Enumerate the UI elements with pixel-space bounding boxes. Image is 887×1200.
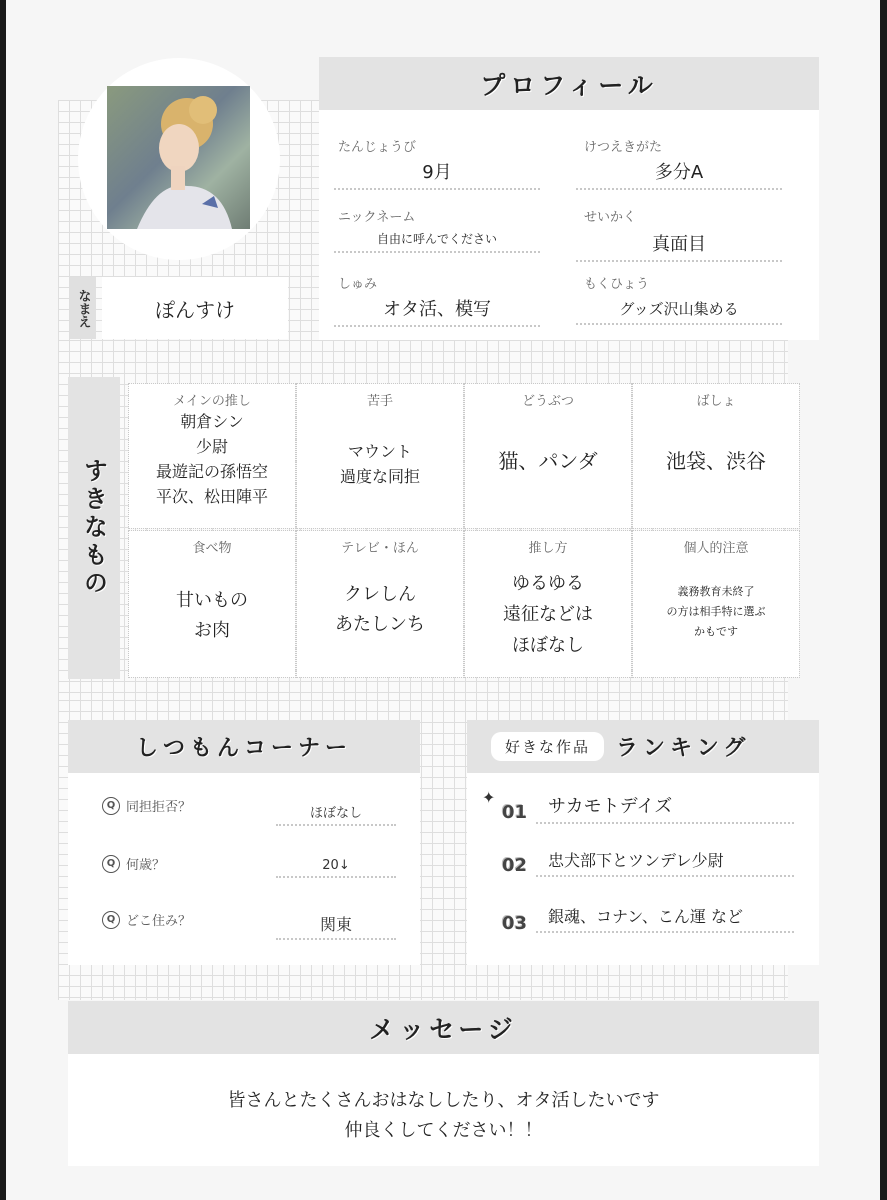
ranking-number: 02 xyxy=(502,855,528,876)
likes-cell-label: 推し方 xyxy=(528,541,568,556)
likes-cell-line: 遠征などは xyxy=(503,604,593,625)
likes-cell-line: 平次、松田陣平 xyxy=(155,487,268,506)
likes-cell-label: メインの推し xyxy=(173,394,251,409)
ranking-title-band xyxy=(467,720,819,773)
question-answer: ほぼなし xyxy=(276,802,396,826)
ranking-title: ランキング xyxy=(616,736,751,761)
likes-cell-main-oshi xyxy=(129,384,295,528)
birthday-value: 9月 xyxy=(334,158,540,190)
likes-cell-line: ほぼなし xyxy=(512,635,584,656)
ranking-title-prefix: 好きな作品 xyxy=(491,732,604,761)
likes-cell-line: お肉 xyxy=(194,620,230,641)
likes-cell-food xyxy=(129,531,295,677)
personality-value: 真面目 xyxy=(576,230,782,262)
likes-cell-label: 食べ物 xyxy=(192,541,232,556)
nickname-label: ニックネーム xyxy=(338,210,416,225)
blood-type-label: けつえきがた xyxy=(584,140,663,155)
likes-cell-personal-notes xyxy=(633,531,799,677)
question-row xyxy=(102,854,165,873)
likes-cell-line: 過度な同拒 xyxy=(339,467,420,486)
likes-cell-line: 甘いもの xyxy=(176,590,248,611)
portrait-image xyxy=(107,86,250,229)
sparkle-icon: ✦ xyxy=(482,788,496,807)
profile-sheet xyxy=(6,0,880,1200)
goal-label: もくひょう xyxy=(584,277,650,292)
likes-cell-line: 猫、パンダ xyxy=(498,449,598,473)
message-title: メッセージ xyxy=(68,1001,819,1054)
likes-cell-dislikes xyxy=(297,384,463,528)
name-label-box xyxy=(70,277,96,339)
ranking-item: 忠犬部下とツンデレ少尉 xyxy=(536,848,794,877)
likes-cell-line: マウント xyxy=(347,442,412,461)
question-icon: Q xyxy=(102,797,120,815)
message-line: 仲良くしてください！！ xyxy=(344,1120,543,1141)
likes-cell-line: 少尉 xyxy=(195,437,228,456)
ranking-item: サカモトデイズ xyxy=(536,792,794,824)
questions-title: しつもんコーナー xyxy=(68,720,420,773)
name-label: なまえ xyxy=(75,288,91,328)
question-answer: 20↓ xyxy=(276,858,396,878)
goal-value: グッズ沢山集める xyxy=(576,298,782,325)
likes-cell-line: 最遊記の孫悟空 xyxy=(155,462,268,481)
name-value: ぽんすけ xyxy=(155,297,235,322)
ranking-number: 01 xyxy=(502,802,528,823)
likes-cell-label: 苦手 xyxy=(366,394,393,409)
question-text: 同担拒否？ xyxy=(126,800,192,815)
profile-title: プロフィール xyxy=(319,57,819,110)
avatar xyxy=(107,86,250,229)
question-answer: 関東 xyxy=(276,912,396,940)
likes-cell-line: ゆるゆる xyxy=(512,573,584,594)
personality-label: せいかく xyxy=(584,210,637,225)
likes-cell-line: 池袋、渋谷 xyxy=(666,449,766,473)
nickname-value: 自由に呼んでください xyxy=(334,230,540,253)
question-text: 何歳？ xyxy=(126,858,166,873)
question-row xyxy=(102,910,191,929)
ranking-number: 03 xyxy=(502,913,528,934)
likes-cell-fan-style xyxy=(465,531,631,677)
likes-cell-line: クレしん xyxy=(344,584,416,605)
likes-cell-animals xyxy=(465,384,631,528)
likes-cell-places xyxy=(633,384,799,528)
likes-cell-line: あたしンち xyxy=(335,614,425,635)
birthday-label: たんじょうび xyxy=(338,140,417,155)
likes-cell-tv-books xyxy=(297,531,463,677)
likes-cell-label: 個人的注意 xyxy=(683,541,749,556)
ranking-item: 銀魂、コナン、こん運 など xyxy=(536,904,794,933)
name-box xyxy=(102,277,288,339)
likes-cell-line: の方は相手特に選ぶ xyxy=(666,605,766,618)
question-icon: Q xyxy=(102,855,120,873)
likes-cell-label: テレビ・ほん xyxy=(341,541,419,556)
message-line: 皆さんとたくさんおはなししたり、オタ活したいです xyxy=(227,1090,660,1111)
question-icon: Q xyxy=(102,911,120,929)
likes-cell-label: ばしょ xyxy=(696,394,736,409)
hobby-label: しゅみ xyxy=(338,277,378,292)
question-row xyxy=(102,796,191,815)
likes-cell-line: 義務教育未終了 xyxy=(677,585,755,598)
hobby-value: オタ活、模写 xyxy=(334,295,540,327)
likes-cell-line: かもです xyxy=(694,625,738,638)
likes-title: すきなもの xyxy=(79,458,108,598)
blood-type-value: 多分A xyxy=(576,158,782,190)
likes-cell-line: 朝倉シン xyxy=(180,412,244,431)
likes-title-box xyxy=(68,377,120,679)
message-panel xyxy=(68,1054,819,1166)
question-text: どこ住み？ xyxy=(126,914,192,929)
likes-cell-label: どうぶつ xyxy=(521,394,574,409)
